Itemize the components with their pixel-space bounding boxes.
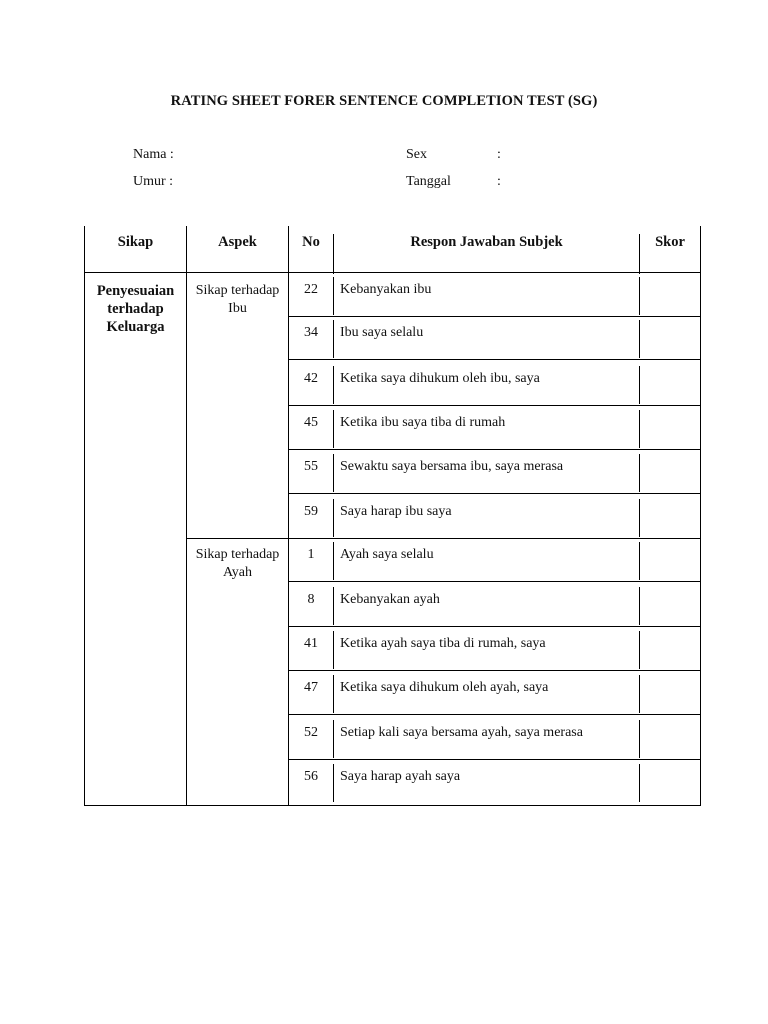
item-number: 34 [304,325,318,340]
item-number: 22 [304,282,318,297]
row-sep-respon-skor [639,587,640,625]
item-response-stem: Ibu saya selalu [340,325,424,340]
row-sep-no-respon [333,320,334,358]
aspek-ibu-cell [187,282,288,318]
item-response-stem: Ketika saya dihukum oleh ibu, saya [340,371,540,386]
header-no: No [302,234,320,250]
row-divider [288,626,701,627]
row-sep-no-respon [333,720,334,758]
row-divider [288,759,701,760]
row-sep-no-respon [333,675,334,713]
row-sep-respon-skor [639,320,640,358]
row-sep-respon-skor [639,366,640,404]
row-sep-respon-skor [639,277,640,315]
nama-label: Nama : [133,147,174,162]
item-response-stem: Ayah saya selalu [340,547,434,562]
row-sep-no-respon [333,454,334,492]
item-number: 55 [304,459,318,474]
item-response-stem: Ketika ayah saya tiba di rumah, saya [340,636,546,651]
aspek-ayah-line-1: Sikap terhadap [195,547,280,562]
row-sep-respon-skor [639,720,640,758]
row-sep-respon-skor [639,454,640,492]
row-sep-respon-skor [639,542,640,580]
tanggal-label: Tanggal [406,174,451,189]
aspek-ayah-cell [187,546,288,582]
row-sep-no-respon [333,764,334,802]
item-response-stem: Kebanyakan ibu [340,282,432,297]
header-aspek: Aspek [218,234,257,250]
item-score-cell[interactable] [641,320,699,354]
row-sep-no-respon [333,410,334,448]
item-score-cell[interactable] [641,587,699,621]
item-score-cell[interactable] [641,675,699,709]
item-number: 56 [304,769,318,784]
row-sep-respon-skor [639,499,640,537]
item-score-cell[interactable] [641,277,699,311]
row-divider [288,581,701,582]
row-sep-no-respon [333,631,334,669]
row-divider [288,714,701,715]
sex-colon: : [497,147,501,162]
item-score-cell[interactable] [641,410,699,444]
row-sep-no-respon [333,542,334,580]
table-border-right [700,226,701,806]
header-respon: Respon Jawaban Subjek [410,234,563,250]
header-skor: Skor [655,234,685,250]
item-score-cell[interactable] [641,764,699,798]
item-response-stem: Ketika ibu saya tiba di rumah [340,415,506,430]
aspek-ayah-line-2: Ayah [222,565,253,580]
item-response-stem: Saya harap ibu saya [340,504,452,519]
item-number: 59 [304,504,318,519]
aspek-ibu-line-1: Sikap terhadap [195,283,280,298]
row-divider [288,316,701,317]
item-score-cell[interactable] [641,499,699,533]
item-number: 52 [304,725,318,740]
row-sep-respon-skor [639,764,640,802]
item-score-cell[interactable] [641,720,699,754]
row-sep-no-respon [333,587,334,625]
item-response-stem: Setiap kali saya bersama ayah, saya merasa [340,725,583,740]
row-divider [288,493,701,494]
item-score-cell[interactable] [641,366,699,400]
item-number: 8 [307,592,315,607]
item-response-stem: Sewaktu saya bersama ibu, saya merasa [340,459,564,474]
umur-label: Umur : [133,174,174,189]
sex-label: Sex [406,147,427,162]
row-divider [288,538,701,539]
row-sep-no-respon [333,366,334,404]
row-sep-respon-skor [639,410,640,448]
item-number: 47 [304,680,318,695]
item-number: 42 [304,371,318,386]
sikap-line-3: Keluarga [106,319,165,335]
rating-table [84,226,701,806]
item-response-stem: Ketika saya dihukum oleh ayah, saya [340,680,549,695]
row-sep-no-respon [333,277,334,315]
row-divider [288,405,701,406]
item-score-cell[interactable] [641,631,699,665]
sikap-cell [85,282,186,336]
item-number: 41 [304,636,318,651]
item-score-cell[interactable] [641,454,699,488]
sikap-line-2: terhadap [107,301,164,317]
aspek-divider [186,538,289,539]
item-response-stem: Kebanyakan ayah [340,592,440,607]
header-bottom-line [84,272,701,273]
item-number: 45 [304,415,318,430]
row-sep-respon-skor [639,631,640,669]
row-sep-respon-skor [639,675,640,713]
aspek-ibu-line-2: Ibu [228,301,247,316]
row-divider [288,359,701,360]
item-number: 1 [307,547,315,562]
document-title: RATING SHEET FORER SENTENCE COMPLETION TEST (SG) [170,93,598,109]
row-divider [288,670,701,671]
item-score-cell[interactable] [641,542,699,576]
table-bottom-line [84,805,701,806]
sikap-line-1: Penyesuaian [96,283,175,299]
header-sikap: Sikap [117,234,154,250]
item-response-stem: Saya harap ayah saya [340,769,461,784]
row-divider [288,449,701,450]
tanggal-colon: : [497,174,501,189]
row-sep-no-respon [333,499,334,537]
